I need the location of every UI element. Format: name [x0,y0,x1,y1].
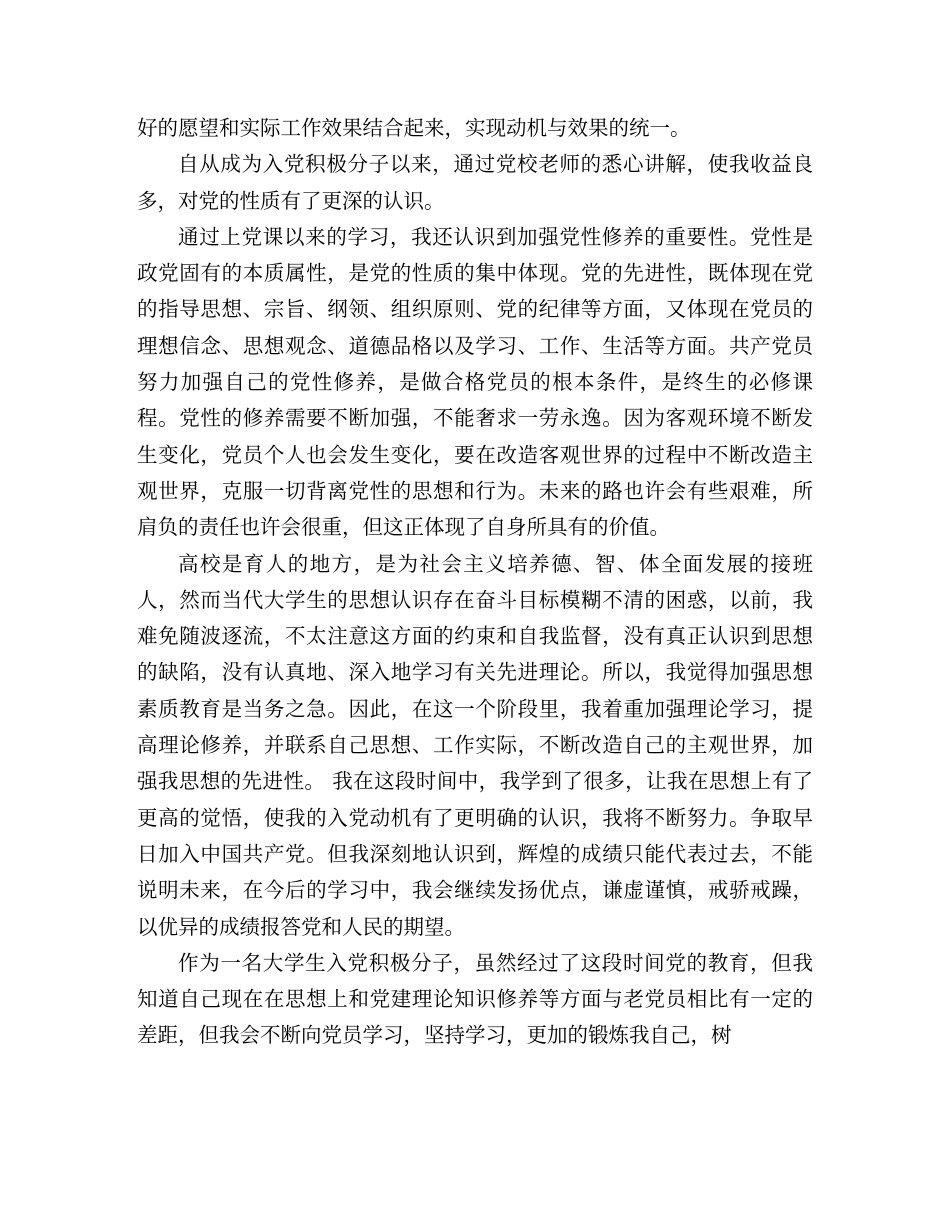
document-body [137,110,813,1054]
paragraph-party-school: 自从成为入党积极分子以来，通过党校老师的悉心讲解，使我收益良多，对党的性质有了更深的认识。 [137,152,813,213]
paragraph-party-spirit: 通过上党课以来的学习，我还认识到加强党性修养的重要性。党性是政党固有的本质属性，是党的性质的集中体现。党的先进性，既体现在党的指导思想、宗旨、纲领、组织原则、党的纪律等方面，又体现在党员的理想信念、思想观念、道德品格以及学习、工作、生活等方面。共产党员努力加强自己的党性修养，是做合格党员的根本条件，是终生的必修课程。党性的修养需要不断加强，不能奢求一劳永逸。因为客观环境不断发生变化，党员个人也会发生变化，要在改造客观世界的过程中不断改造主观世界，克服一切背离党性的思想和行为。未来的路也许会有些艰难，所肩负的责任也许会很重，但这正体现了自身所具有的价值。 [137,224,813,540]
paragraph-university: 高校是育人的地方，是为社会主义培养德、智、体全面发展的接班人，然而当代大学生的思想认识存在奋斗目标模糊不清的困惑，以前，我难免随波逐流，不太注意这方面的约束和自我监督，没有真正认识到思想的缺陷，没有认真地、深入地学习有关先进理论。所以，我觉得加强思想素质教育是当务之急。因此，在这一个阶段里，我着重加强理论学习，提高理论修养，并联系自己思想、工作实际，不断改造自己的主观世界，加强我思想的先进性。 我在这段时间中，我学到了很多，让我在思想上有了更高的觉悟，使我的入党动机有了更明确的认识，我将不断努力。争取早日加入中国共产党。但我深刻地认识到，辉煌的成绩只能代表过去，不能说明未来，在今后的学习中，我会继续发扬优点，谦虚谨慎，戒骄戒躁，以优异的成绩报答党和人民的期望。 [137,551,813,939]
paragraph-continuation: 好的愿望和实际工作效果结合起来，实现动机与效果的统一。 [137,116,691,140]
paragraph-activist: 作为一名大学生入党积极分子，虽然经过了这段时间党的教育，但我知道自己现在在思想上和党建理论知识修养等方面与老党员相比有一定的差距，但我会不断向党员学习，坚持学习，更加的锻炼我自己，树 [137,950,813,1048]
